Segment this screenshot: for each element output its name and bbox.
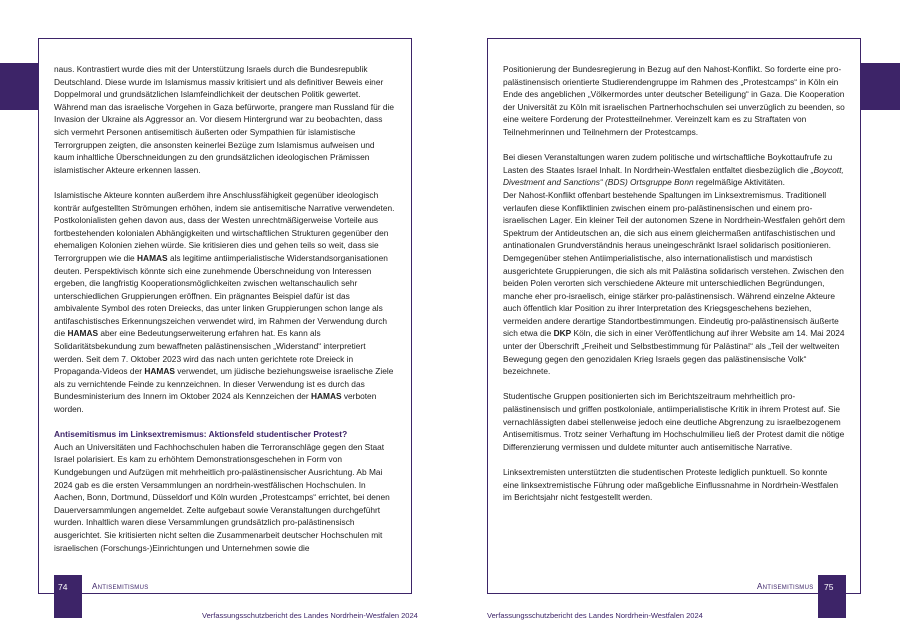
left-page-text	[54, 63, 396, 567]
right-footer: Verfassungsschutzbericht des Landes Nordrhein-Westfalen 2024	[487, 611, 703, 620]
right-paragraph-4: Studentische Gruppen positionierten sich im Berichtszeitraum mehrheitlich pro-palästinensisch und griffen postkoloniale, antiimperialistische Kritik in ihrem Protest auf. Sie vernachlässigten dabei stellenweise jedoch eine deutliche Abgrenzung zu israelbezogenem Antisemitismus. Trotz seiner Verhaftung im Hochschulmilieu ließ der Protest damit die nötige Differenzierung vermissen und duldete mitunter auch antisemitische Narrative.	[503, 391, 845, 452]
left-edge-tab	[0, 63, 39, 110]
right-page	[487, 38, 861, 594]
left-paragraph-3: Auch an Universitäten und Fachhochschulen haben die Terroranschläge gegen den Staat Israel polarisiert. Es kam zu erhöhtem Demonstrationsgeschehen in Form von Kundgebungen und Aufzügen mit mehrheitlich pro-palästinensischer Ausrichtung. Ab Mai 2024 gab es die ersten Versammlungen an nordrhein-westfälischen Hochschulen. In Aachen, Bonn, Dortmund, Düsseldorf und Köln wurden „Protestcamps“ errichtet, bei denen Dauerversammlungen angemeldet. Zelte aufgebaut sowie Veranstaltungen durchgeführt wurden. Inhaltlich waren diese Versammlungen grundsätzlich pro-palästinensisch ausgerichtet. Sie kritisierten nicht selten die Zusammenarbeit deutscher Hochschulen mit israelischen (Forschungs-)Einrichtungen und Unternehmen sowie die	[54, 441, 390, 553]
left-section-label: Antisemitismus	[92, 582, 149, 591]
right-paragraph-5: Linksextremisten unterstützten die studentischen Proteste lediglich punktuell. So konnte eine linksextremistische Führung oder maßgebliche Einflussnahme in Nordrhein-Westfalen im Berichtsjahr nicht festgestellt werden.	[503, 467, 839, 503]
right-edge-tab	[861, 63, 900, 110]
right-paragraph-3: Der Nahost-Konflikt offenbart bestehende Spaltungen im Linksextremismus. Traditionell verlaufen diese Konfliktlinien zwischen einem pro-palästinensischen und einem pro-israelischen Lager. Ein kleiner Teil der autonomen Szene in Nordrhein-Westfalen gehört dem Spektrum der Antideutschen an, die sich aus einem gleichermaßen antifaschistischen und antinationalen Grundverständnis heraus uneingeschränkt Israel solidarisch positionieren. Demgegenüber stehen Antiimperialistische, also internationalistisch und marxistisch ausgerichtete Gruppierungen, die sich als mit Palästina solidarisch verstehen. Zwischen den beiden Polen verorten sich verschiedene Akteure mit unterschiedlichen Begründungen, manche eher pro-israelisch, einige stärker pro-palästinensisch. Während einzelne Akteure auch öffentlich klar Position zu ihrer Interpretation des Kriegsgeschehens beziehen, vermeiden andere derartige Standortbestimmungen. Eindeutig pro-palästinensisch äußerte sich etwa die DKP Köln, die sich in einer Veröffentlichung auf ihrer Website am 14. Mai 2024 unter der Überschrift „Freiheit und Selbstbestimmung für Palästina!“ als „Teil der weltweiten Bewegung gegen den genozidalen Krieg Israels gegen das palästinensische Volk“ bezeichnete.	[503, 189, 845, 377]
right-page-number: 75	[824, 582, 834, 592]
left-paragraph-1: naus. Kontrastiert wurde dies mit der Unterstützung Israels durch die Bundesrepublik Deutschland. Diese wurde im Islamismus massiv kritisiert und als definitiver Beweis einer Doppelmoral und grundsätzlichen Islamfeindlichkeit der deutschen Politik gewertet. Während man das israelische Vorgehen in Gaza befürworte, prangere man Russland für die Invasion der Ukraine als Aggressor an. Vor diesem Hintergrund war zu beobachten, dass sich vermehrt Personen antisemitisch äußerten oder Sympathien für islamistische Terrorgruppen zeigten, die ansonsten keinerlei Bezüge zum Islamismus aufweisen und kaum inhaltliche Überschneidungen zu den grundsätzlichen ideologischen Prämissen islamistischer Akteure erkennen lassen.	[54, 64, 394, 175]
left-page	[38, 38, 412, 594]
left-paragraph-2: Islamistische Akteure konnten außerdem ihre Anschlussfähigkeit gegenüber ideologisch konträr aufgestellten Strömungen erhöhen, indem sie antisemitische Narrative verwendeten. Postkolonialisten gehen davon aus, dass der Westen unrechtmäßigerweise Vorteile aus fortbestehenden kolonialen Abhängigkeiten und wirtschaftlichen Strukturen gegenüber den ehemaligen Kolonien ziehen würde. Sie kritisieren dies und gehen teils so weit, dass sie Terrorgruppen wie die HAMAS als legitime antiimperialistische Widerstandsorganisationen deuten. Perspektivisch könnte sich eine zunehmende Überschneidung von Interessen ergeben, die langfristig Kooperationsmöglichkeiten zwischen weltanschaulich sehr unterschiedlichen Gruppierungen eröffnen. Ein prägnantes Beispiel dafür ist das ambivalente Symbol des roten Dreiecks, das unter linken Gruppierungen schon lange als antifaschistisches Erkennungszeichen verwendet wird, im Rahmen der Verwendung durch die HAMAS aber eine Bedeutungserweiterung erfahren hat. Es kann als Solidaritätsbekundung zum bewaffneten palästinensischen „Widerstand“ interpretiert werden. Seit dem 7. Oktober 2023 wird das nach unten gerichtete rote Dreieck in Propaganda-Videos der HAMAS verwendet, um jüdische beziehungsweise israelische Ziele als zu vernichtende Feinde zu kennzeichnen. In dieser Verwendung ist es durch das Bundesministerium des Innern im Oktober 2024 als Kennzeichen der HAMAS verboten worden.	[54, 189, 395, 415]
right-paragraph-2: Bei diesen Veranstaltungen waren zudem politische und wirtschaftliche Boykottaufrufe zu Lasten des Staates Israel Inhalt. In Nordrhein-Westfalen entfaltet diesbezüglich die „Boycott, Divestment and Sanctions“ (BDS) Ortsgruppe Bonn regelmäßige Aktivitäten.	[503, 152, 844, 188]
left-footer: Verfassungsschutzbericht des Landes Nordrhein-Westfalen 2024	[202, 611, 418, 620]
left-page-number: 74	[58, 582, 68, 592]
right-page-text	[503, 63, 845, 516]
right-paragraph-1: Positionierung der Bundesregierung in Bezug auf den Nahost-Konflikt. So forderte eine pro-palästinensisch orientierte Studierendengruppe im Rahmen des „Protestcamps“ in Köln ein Ende des angeblichen „Völkermordes unter deutscher Beteiligung“ in Gaza. Die Kooperation der Universität zu Köln mit israelischen Partnerhochschulen sei unverzüglich zu beenden, so eine weitere Forderung der Protestteilnehmer. Vereinzelt kam es zu Straftaten von Teilnehmerinnen und Teilnehmern der Protestcamps.	[503, 64, 845, 137]
right-section-label: Antisemitismus	[757, 582, 814, 591]
section-heading: Antisemitismus im Linksextremismus: Aktionsfeld studentischer Protest?	[54, 429, 348, 440]
